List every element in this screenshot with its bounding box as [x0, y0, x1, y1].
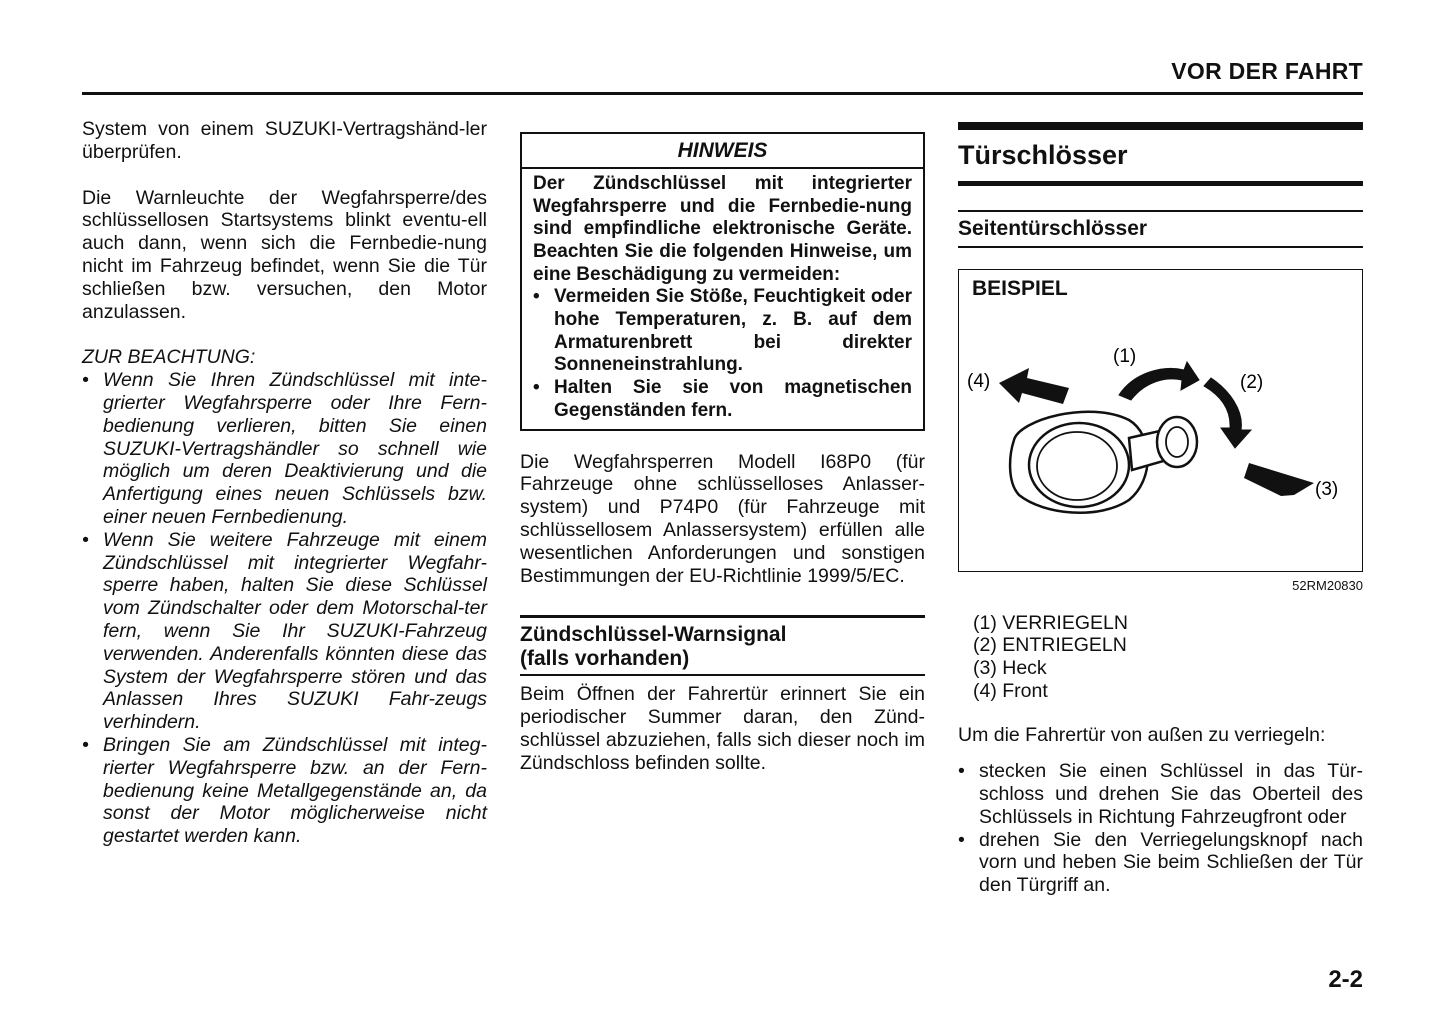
legend-item: (3) Heck: [973, 657, 1047, 679]
hinweis-item: • Vermeiden Sie Stöße, Feuchtigkeit oder hohe Temperaturen, z. B. auf dem Armaturenbrett bei direkter Sonneneinstrahlung.: [533, 286, 912, 377]
header-rule: [82, 92, 1363, 95]
callout-1: (1): [1113, 345, 1137, 367]
arrow-rear-icon: [1244, 463, 1314, 496]
lock-housing: [1010, 412, 1148, 513]
page-section-title: VOR DER FAHRT: [1171, 58, 1363, 84]
note-heading: ZUR BEACHTUNG:: [82, 346, 256, 369]
paragraph-key-warning: Beim Öffnen der Fahrertür erinnert Sie ein periodischer Summer daran, den Zünd-schlüssel abzuziehen, falls sich dieser noch im Zündschloss befinden sollte.: [520, 683, 925, 774]
paragraph-dealer-check: System von einem SUZUKI-Vertragshänd-ler überprüfen.: [82, 118, 487, 163]
hinweis-intro: Der Zündschlüssel mit integrierter Wegfahrsperre und die Fernbedie-nung sind empfindliche elektronische Geräte. Beachten Sie die folgenden Hinweise, um eine Beschädigung zu vermeiden:: [533, 172, 912, 285]
section-title-key-warning: Zündschlüssel-Warnsignal (falls vorhanden): [520, 623, 787, 671]
arrow-front-icon: [999, 368, 1069, 404]
figure-door-lock: [958, 269, 1363, 572]
legend-item: (1) VERRIEGELN: [973, 611, 1128, 634]
hinweis-body: [522, 169, 923, 429]
callout-3: (3): [1315, 478, 1339, 500]
key-head: [1157, 417, 1197, 467]
title-rule-top: [958, 122, 1363, 130]
hinweis-title: HINWEIS: [522, 134, 923, 169]
hinweis-box: [520, 132, 925, 431]
note-item: • Bringen Sie am Zündschlüssel mit integ-rierter Wegfahrsperre bzw. an der Fern-bedienung keine Metallgegenstände an, da sonst der Motor möglicherweise nicht gestartet werden kann.: [82, 734, 487, 848]
chapter-title: Türschlösser: [958, 140, 1128, 170]
callout-2: (2): [1240, 371, 1264, 393]
legend-item: (2) ENTRIEGELN: [973, 634, 1127, 657]
callout-4: (4): [967, 370, 991, 392]
hinweis-item: • Halten Sie sie von magnetischen Gegenständen fern.: [533, 377, 912, 422]
paragraph-warning-light: Die Warnleuchte der Wegfahrsperre/des schlüssellosen Startsystems blinkt eventu-ell auch dann, wenn sich die Fernbedie-nung nicht im Fahrzeug befindet, wenn Sie die Tür schließen bzw. versuchen, den Motor anzulassen.: [82, 186, 487, 323]
lock-intro: Um die Fahrertür von außen zu verriegeln:: [958, 724, 1326, 747]
lock-step: • stecken Sie einen Schlüssel in das Tür-schloss und drehen Sie das Oberteil des Schlüssels in Richtung Fahrzeugfront oder: [958, 760, 1363, 828]
lock-step: • drehen Sie den Verriegelungsknopf nach vorn und heben Sie beim Schließen der Tür den Türgriff an.: [958, 829, 1363, 897]
lock-steps: [958, 760, 1363, 897]
subsection-title: Seitentürschlösser: [958, 217, 1148, 240]
subtitle-rule-bottom: [958, 246, 1363, 248]
figure-code: 52RM20830: [1292, 577, 1363, 593]
note-item: • Wenn Sie Ihren Zündschlüssel mit inte-grierter Wegfahrsperre oder Ihre Fern-bedienung verlieren, bitten Sie einen SUZUKI-Vertragshändler so schnell wie möglich um deren Deaktivierung und die Anfertigung eines neuen Schlüssels bzw. einer neuen Fernbedienung.: [82, 369, 487, 529]
note-list: [82, 369, 487, 848]
page-number: 2-2: [1328, 966, 1363, 993]
legend-item: (4) Front: [973, 679, 1048, 702]
note-item: • Wenn Sie weitere Fahrzeuge mit einem Zündschlüssel mit integrierter Wegfahr-sperre haben, halten Sie diese Schlüssel vom Zündschalter oder dem Motorschal-ter fern, wenn Sie Ihr SUZUKI-Fahrzeug verwenden. Anderenfalls könnten diese das System der Wegfahrsperre stören und das Anlassen Ihres SUZUKI Fahr-zeugs verhindern.: [82, 529, 487, 734]
arrow-lock-rotate-icon: [1119, 362, 1199, 400]
column-left: [82, 118, 487, 848]
figure-label: BEISPIEL: [972, 276, 1068, 300]
column-middle: [520, 132, 925, 775]
door-lock-illustration: [959, 270, 1362, 571]
figure-legend: [958, 612, 1363, 703]
paragraph-immobilizer-models: Die Wegfahrsperren Modell I68P0 (für Fahrzeuge ohne schlüsselloses Anlasser-system) und P74P0 (für Fahrzeuge mit schlüssellosem Anlassersystem) erfüllen alle wesentlichen Anforderungen und sonstigen Bestimmungen der EU-Richtlinie 1999/5/EC.: [520, 450, 925, 587]
column-right: [958, 122, 1363, 897]
hinweis-list: [533, 286, 912, 422]
